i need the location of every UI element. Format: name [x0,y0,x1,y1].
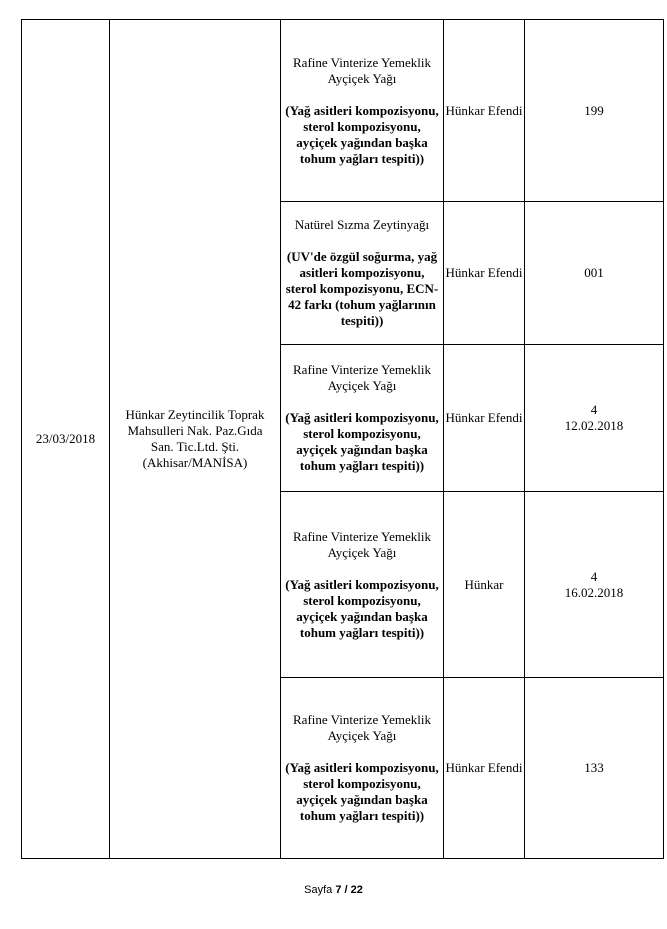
lot-number: 199 [584,102,604,118]
lot-cell [525,492,664,678]
page-label: Sayfa [304,884,333,896]
product-cell [281,678,444,859]
lot-number: 001 [584,265,604,280]
product-cell [281,20,444,202]
analysis-tests: (Yağ asitleri kompozisyonu, sterol kompozisyonu, ayçiçek yağından başka tohum yağları tespiti)) [285,410,439,473]
product-name: Rafine Vinterize Yemeklik Ayçiçek Yağı [293,528,431,560]
page-separator: / [344,884,348,896]
analysis-tests: (UV'de özgül soğurma, yağ asitleri kompozisyonu, sterol kompozisyonu, ECN-42 farkı (tohum yağlarının tespiti)) [285,249,439,328]
lot-cell [525,202,664,345]
product-cell [281,345,444,492]
product-name: Rafine Vinterize Yemeklik Ayçiçek Yağı [293,712,431,743]
lot-number: 133 [584,760,604,775]
page-footer [0,884,667,896]
brand-cell: Hünkar [444,492,525,678]
product-name: Rafine Vinterize Yemeklik Ayçiçek Yağı [293,54,431,86]
analysis-tests: (Yağ asitleri kompozisyonu, sterol kompozisyonu, ayçiçek yağından başka tohum yağları tespiti)) [285,102,439,166]
brand-cell: Hünkar Efendi [444,345,525,492]
product-name: Rafine Vinterize Yemeklik Ayçiçek Yağı [293,362,431,393]
current-page-number: 7 [335,884,342,896]
lot-cell [525,345,664,492]
product-analysis-table [21,19,664,859]
date-cell: 23/03/2018 [22,20,110,859]
product-name: Natürel Sızma Zeytinyağı [294,217,430,232]
lot-number: 4 [590,568,598,584]
lot-number: 4 [590,402,598,417]
company-name: Hünkar Zeytincilik Toprak Mahsulleri Nak. Paz.Gıda San. Tic.Ltd. Şti. (Akhisar/MANİSA) [125,407,265,470]
lot-cell [525,678,664,859]
lot-cell [525,20,664,202]
table-row [22,20,664,202]
total-page-count: 22 [350,884,363,896]
lot-date: 12.02.2018 [564,418,624,433]
brand-cell: Hünkar Efendi [444,202,525,345]
brand-cell: Hünkar Efendi [444,20,525,202]
brand-cell: Hünkar Efendi [444,678,525,859]
product-cell [281,202,444,345]
lot-date: 16.02.2018 [564,584,624,600]
company-cell [110,20,281,859]
analysis-tests: (Yağ asitleri kompozisyonu, sterol kompozisyonu, ayçiçek yağından başka tohum yağları tespiti)) [285,760,439,823]
product-cell [281,492,444,678]
analysis-tests: (Yağ asitleri kompozisyonu, sterol kompozisyonu, ayçiçek yağından başka tohum yağları tespiti)) [285,576,439,640]
